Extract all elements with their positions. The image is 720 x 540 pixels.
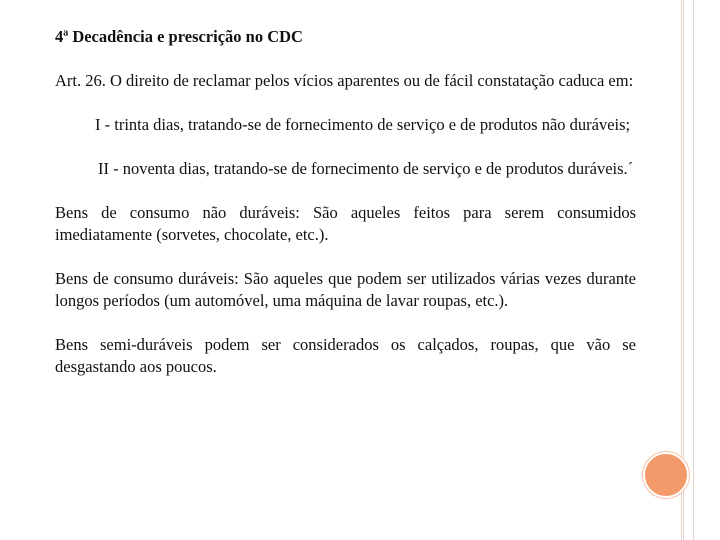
durable-goods-text: Bens de consumo duráveis: São aqueles que podem ser utilizados várias vezes durante longos períodos (um automóvel, uma máquina de lavar roupas, etc.). — [55, 269, 636, 310]
slide-body — [55, 26, 636, 400]
slide-title: 4ª Decadência e prescrição no CDC — [55, 27, 303, 46]
semi-durable-goods-text: Bens semi-duráveis podem ser considerados os calçados, roupas, que vão se desgastando aos poucos. — [55, 335, 636, 376]
decorative-rule-inner — [693, 0, 694, 540]
orange-circle-ornament — [643, 452, 689, 498]
article-text: Art. 26. O direito de reclamar pelos vícios aparentes ou de fácil constatação caduca em: — [55, 71, 634, 90]
item-one-text: I - trinta dias, tratando-se de fornecimento de serviço e de produtos não duráveis; — [95, 115, 631, 134]
non-durable-goods-text: Bens de consumo não duráveis: São aqueles feitos para serem consumidos imediatamente (sorvetes, chocolate, etc.). — [55, 203, 636, 244]
item-two-text: II - noventa dias, tratando-se de fornecimento de serviço e de produtos duráveis.´ — [98, 159, 634, 178]
